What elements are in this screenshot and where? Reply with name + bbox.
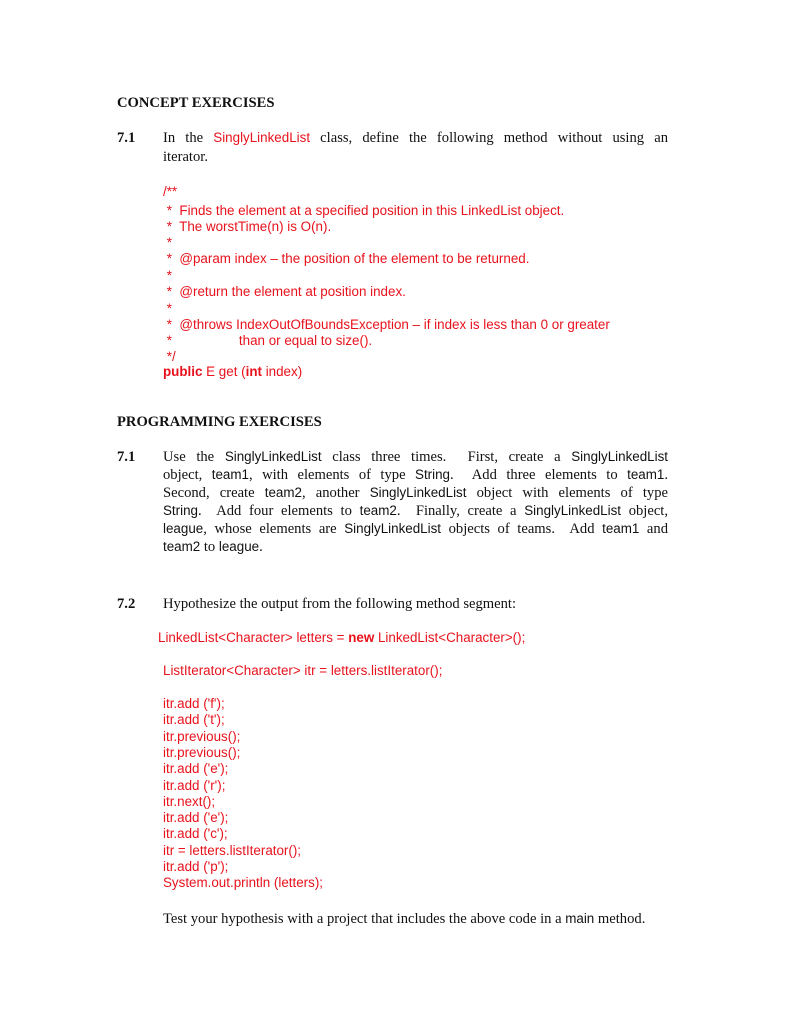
code-declaration-line (158, 630, 525, 646)
text-segment: object with elements of type (466, 485, 668, 501)
code-line: itr.previous(); (163, 744, 241, 760)
text-segment: objects of teams. Add (441, 521, 603, 537)
code-line (163, 251, 529, 267)
text-segment: * Finds the element at a specified position in this LinkedList object. (163, 203, 565, 218)
text-segment: . Add four elements to (197, 503, 360, 519)
code-line (163, 364, 302, 380)
code-line: itr.add ('p'); (163, 859, 229, 874)
code-identifier: league (163, 521, 204, 536)
text-segment: , whose elements are (203, 521, 345, 537)
code-identifier: team2 (264, 485, 302, 500)
text-segment: * @param index – the position of the element to be returned. (163, 251, 530, 266)
code-line: itr.add ('f'); (163, 696, 225, 711)
code-line: itr = letters.listIterator(); (163, 842, 302, 858)
code-identifier: team2 (359, 503, 397, 518)
text-segment: In the (163, 130, 214, 146)
code-line: itr.add ('e'); (163, 810, 229, 826)
code-identifier: SinglyLinkedList (344, 521, 442, 536)
text-segment: int (245, 364, 262, 379)
text-segment: E get ( (202, 364, 246, 379)
programming-exercise-1-number: 7.1 (117, 449, 136, 465)
text-segment: * (163, 301, 172, 316)
code-line (163, 219, 331, 235)
code-iterator-line (163, 663, 442, 679)
code-identifier: main (565, 911, 595, 926)
text-segment: index) (261, 364, 303, 379)
exercise-1-paragraph-line (163, 502, 668, 520)
text-segment: Second, create (163, 485, 265, 501)
concept-paragraph-line (163, 148, 208, 166)
code-line (163, 317, 610, 333)
code-line (163, 301, 172, 317)
text-segment: to (200, 539, 219, 555)
code-line (163, 333, 372, 349)
code-identifier: SinglyLinkedList (213, 130, 311, 145)
text-segment: method. (594, 911, 646, 927)
code-line (163, 284, 406, 300)
text-segment: * @throws IndexOutOfBoundsException – if index is less than 0 or greater (163, 317, 610, 332)
concept-heading: CONCEPT EXERCISES (117, 95, 275, 111)
code-identifier: team2 (163, 539, 201, 554)
text-segment: iterator. (163, 149, 208, 165)
text-segment: , with elements of type (248, 467, 416, 483)
code-line: itr.add ('c'); (163, 826, 228, 842)
text-segment: object, (163, 467, 212, 483)
code-line: itr.add ('e'); (163, 761, 229, 777)
text-segment: ListIterator<Character> itr = letters.listIterator(); (163, 663, 443, 678)
code-line (163, 268, 172, 284)
text-segment: object, (621, 503, 669, 519)
exercise-2-closing (163, 910, 645, 928)
concept-exercise-number: 7.1 (117, 130, 136, 146)
text-segment: . (664, 467, 668, 483)
code-line (163, 184, 177, 200)
code-line: itr.next(); (163, 793, 216, 809)
code-line: itr.previous(); (163, 728, 241, 744)
code-identifier: SinglyLinkedList (524, 503, 622, 518)
text-segment: * (163, 235, 172, 250)
exercise-1-paragraph-line (163, 538, 263, 556)
code-identifier: SinglyLinkedList (571, 449, 669, 464)
code-identifier: String (163, 503, 198, 518)
text-segment: Test your hypothesis with a project that includes the above code in a (163, 911, 566, 927)
code-line (163, 349, 176, 365)
exercise-1-paragraph-line (163, 484, 668, 502)
text-segment: * (163, 268, 172, 283)
programming-heading: PROGRAMMING EXERCISES (117, 414, 322, 430)
programming-exercise-2-number: 7.2 (117, 596, 136, 612)
text-segment: class three times. First, create a (321, 449, 572, 465)
text-segment: * than or equal to size(). (163, 333, 373, 348)
code-line: itr.add ('t'); (163, 712, 225, 728)
text-segment: LinkedList<Character>(); (374, 630, 526, 645)
text-segment: . (259, 539, 263, 555)
code-identifier: team1 (627, 467, 665, 482)
exercise-2-intro: Hypothesize the output from the following method segment: (163, 596, 517, 612)
text-segment: , another (301, 485, 370, 501)
code-line: itr.add ('r'); (163, 777, 226, 793)
text-segment: * @return the element at position index. (163, 284, 406, 299)
text-segment: and (639, 521, 668, 537)
text-segment: /** (163, 184, 178, 199)
code-line (163, 235, 172, 251)
code-identifier: league (218, 539, 260, 554)
code-identifier: team1 (211, 467, 249, 482)
code-line: System.out.println (letters); (163, 875, 323, 891)
code-line (163, 203, 564, 219)
code-identifier: SinglyLinkedList (224, 449, 322, 464)
code-identifier: String (415, 467, 450, 482)
text-segment: class, define the following method without using an (310, 130, 668, 146)
text-segment: . Finally, create a (396, 503, 525, 519)
concept-paragraph-line (163, 129, 668, 147)
code-identifier: team1 (602, 521, 640, 536)
text-segment: Use the (163, 449, 225, 465)
text-segment: new (348, 630, 375, 645)
text-segment: */ (163, 349, 176, 364)
text-segment: * The worstTime(n) is O(n). (163, 219, 332, 234)
code-identifier: SinglyLinkedList (369, 485, 467, 500)
exercise-1-paragraph-line (163, 466, 668, 484)
exercise-1-paragraph-line (163, 520, 668, 538)
text-segment: public (163, 364, 203, 379)
exercise-1-paragraph-line (163, 448, 668, 466)
text-segment: . Add three elements to (450, 467, 628, 483)
text-segment: LinkedList<Character> letters = (158, 630, 349, 645)
